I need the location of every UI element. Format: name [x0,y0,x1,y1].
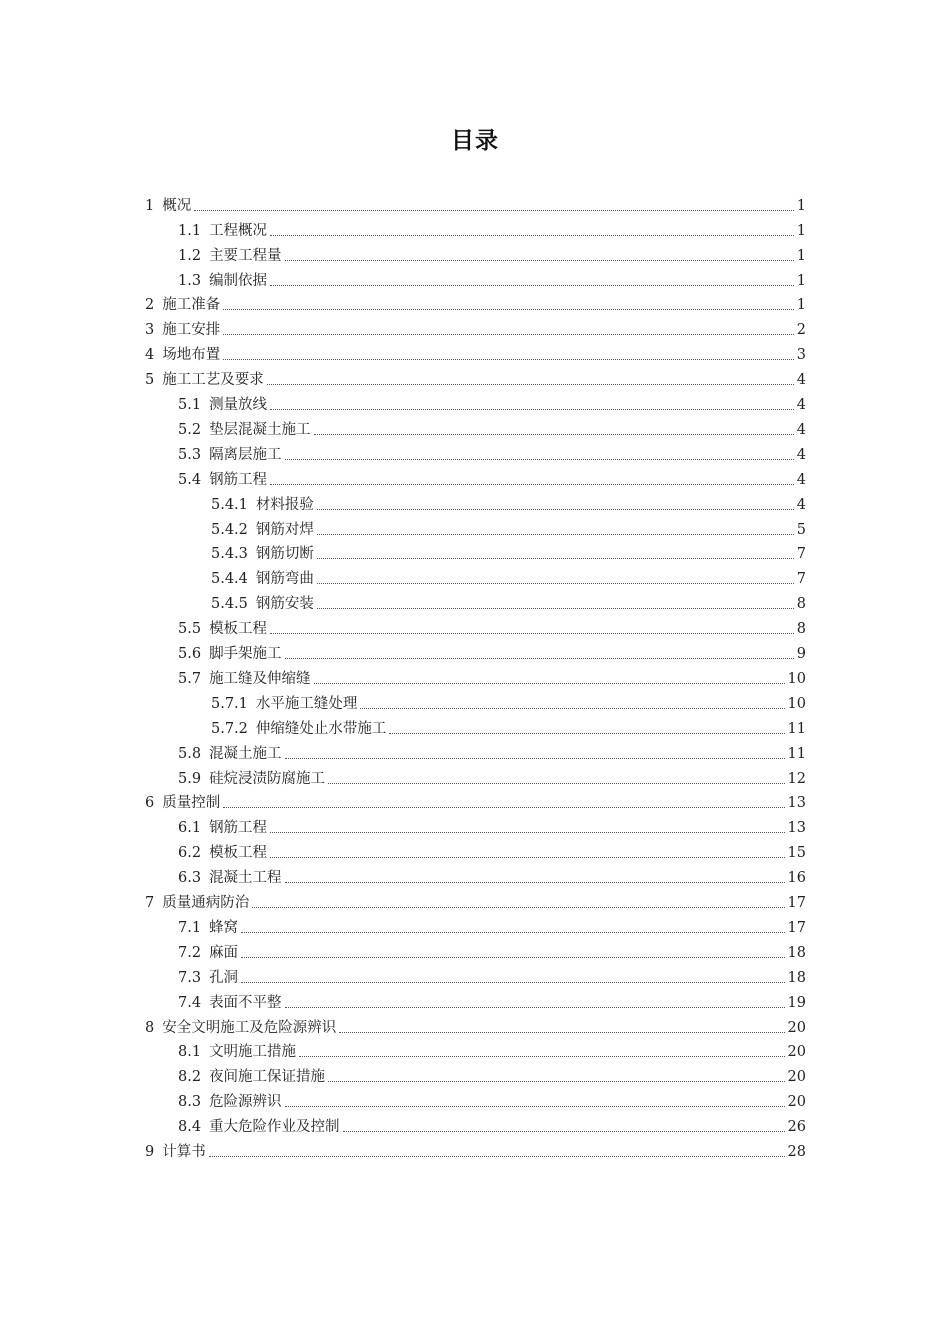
toc-entry-number: 2 [145,297,155,314]
toc-entry-page-number: 10 [787,670,806,687]
toc-entry-page-number: 4 [796,496,806,513]
toc-entry-number: 8.1 [178,1044,202,1061]
toc-entry-number: 1 [145,197,155,214]
toc-entry-number: 4 [145,347,155,364]
dot-leader [223,334,794,335]
toc-entry-number: 5.7 [178,670,202,687]
toc-entry-label: 施工缝及伸缩缝 [209,670,311,687]
toc-entry-label: 隔离层施工 [209,446,282,463]
toc-entry-label: 编制依据 [209,272,268,289]
dot-leader [270,409,794,410]
toc-entry-page-number: 20 [787,1019,806,1036]
dot-leader [314,683,785,684]
dot-leader [241,932,784,933]
toc-entry-number: 5.6 [178,646,202,663]
toc-entry-page-number: 17 [787,919,806,936]
toc-entry-number: 1.3 [178,272,202,289]
toc-entry-label: 伸缩缝处止水带施工 [255,720,387,737]
toc-entry-number: 3 [145,322,155,339]
toc-entry-number: 7.2 [178,944,202,961]
toc-entry-label: 钢筋安装 [255,596,314,613]
toc-entry-number: 5.9 [178,770,202,787]
toc-entry-page-number: 11 [787,720,806,737]
toc-entry-number: 5.3 [178,446,202,463]
toc-entry-number: 5.4.2 [211,521,248,538]
toc-entry-label: 垫层混凝土施工 [209,421,311,438]
toc-entry-label: 材料报验 [255,496,314,513]
toc-entry[interactable] [178,613,806,638]
toc-entry-label: 钢筋切断 [255,546,314,563]
toc-entry[interactable] [145,190,806,215]
toc-entry[interactable] [211,588,806,613]
toc-entry-label: 混凝土施工 [209,745,282,762]
toc-entry[interactable] [178,763,806,788]
toc-entry-number: 5.5 [178,621,202,638]
toc-entry-number: 5.4.4 [211,571,248,588]
dot-leader [270,235,794,236]
toc-entry-page-number: 26 [787,1119,806,1136]
dot-leader [270,857,784,858]
toc-entry-number: 5.4.3 [211,546,248,563]
toc-entry-number: 5 [145,372,155,389]
toc-entry-label: 计算书 [162,1144,206,1161]
toc-entry-label: 钢筋弯曲 [255,571,314,588]
dot-leader [285,658,794,659]
toc-entry-label: 水平施工缝处理 [255,695,358,712]
toc-entry-number: 1.2 [178,247,202,264]
toc-entry-number: 6.3 [178,870,202,887]
toc-entry[interactable] [211,539,806,564]
toc-entry-number: 8.3 [178,1094,202,1111]
toc-entry-page-number: 20 [787,1044,806,1061]
dot-leader [328,1081,784,1082]
dot-leader [285,260,794,261]
dot-leader [223,359,794,360]
dot-leader [317,583,794,584]
toc-entry-number: 6 [145,795,155,812]
toc-entry-label: 钢筋工程 [209,471,268,488]
toc-entry[interactable] [145,1136,806,1161]
toc-entry-page-number: 12 [787,770,806,787]
dot-leader [285,1106,785,1107]
toc-entry-label: 安全文明施工及危险源辨识 [162,1019,337,1036]
toc-entry-number: 7.4 [178,994,202,1011]
dot-leader [267,384,794,385]
toc-entry-page-number: 4 [796,397,806,414]
toc-entry[interactable] [145,290,806,315]
toc-entry[interactable] [211,489,806,514]
toc-entry-number: 5.4.1 [211,496,248,513]
toc-entry-label: 测量放线 [209,397,268,414]
toc-entry-label: 混凝土工程 [209,870,282,887]
toc-entry[interactable] [178,265,806,290]
toc-entry-page-number: 13 [787,795,806,812]
toc-entry[interactable] [145,364,806,389]
toc-entry-number: 6.2 [178,845,202,862]
toc-entry-number: 5.4.5 [211,596,248,613]
toc-entry-label: 夜间施工保证措施 [209,1069,326,1086]
toc-entry-label: 重大危险作业及控制 [209,1119,340,1136]
toc-entry-page-number: 17 [787,895,806,912]
toc-entry[interactable] [178,215,806,240]
toc-entry-number: 5.7.1 [211,695,248,712]
toc-entry-label: 蜂窝 [209,919,239,936]
toc-entry-label: 质量控制 [162,795,221,812]
toc-entry-page-number: 18 [787,944,806,961]
toc-entry-label: 施工准备 [162,297,221,314]
toc-entry-page-number: 11 [787,745,806,762]
toc-entry-label: 钢筋工程 [209,820,268,837]
toc-entry[interactable] [178,813,806,838]
toc-entry[interactable] [178,1037,806,1062]
toc-entry[interactable] [178,663,806,688]
toc-entry[interactable] [178,962,806,987]
toc-entry-number: 8.4 [178,1119,202,1136]
toc-entry-label: 钢筋对焊 [255,521,314,538]
dot-leader [241,982,784,983]
toc-entry-label: 场地布置 [162,347,221,364]
toc-entry[interactable] [178,912,806,937]
toc-entry-number: 7 [145,895,155,912]
dot-leader [317,608,794,609]
toc-entry-page-number: 7 [796,546,806,563]
dot-leader [317,509,794,510]
dot-leader [252,907,784,908]
dot-leader [317,558,794,559]
dot-leader [270,633,794,634]
toc-entry[interactable] [145,339,806,364]
toc-entry-page-number: 10 [787,695,806,712]
toc-entry-page-number: 4 [796,421,806,438]
toc-entry-label: 脚手架施工 [209,646,282,663]
toc-entry-page-number: 5 [796,521,806,538]
toc-entry[interactable] [178,837,806,862]
toc-entry-number: 5.8 [178,745,202,762]
toc-entry-page-number: 1 [796,297,806,314]
dot-leader [299,1056,784,1057]
dot-leader [314,434,794,435]
toc-entry[interactable] [178,1062,806,1087]
toc-entry-number: 5.1 [178,397,202,414]
toc-entry-page-number: 18 [787,969,806,986]
toc-entry[interactable] [211,514,806,539]
dot-leader [241,957,784,958]
toc-entry-label: 模板工程 [209,621,268,638]
toc-entry-page-number: 2 [796,322,806,339]
toc-entry[interactable] [178,1086,806,1111]
toc-entry[interactable] [178,1111,806,1136]
toc-entry-label: 孔洞 [209,969,239,986]
dot-leader [285,882,785,883]
dot-leader [328,783,784,784]
toc-entry-number: 7.1 [178,919,202,936]
toc-entry-number: 5.2 [178,421,202,438]
toc-entry[interactable] [211,688,806,713]
toc-entry[interactable] [178,240,806,265]
dot-leader [343,1131,785,1132]
toc-entry-page-number: 1 [796,247,806,264]
toc-entry-label: 表面不平整 [209,994,282,1011]
toc-entry-label: 概况 [162,197,192,214]
toc-entry-label: 危险源辨识 [209,1094,282,1111]
toc-entry-page-number: 8 [796,621,806,638]
dot-leader [223,309,794,310]
toc-entry-label: 工程概况 [209,222,268,239]
dot-leader [270,832,784,833]
toc-entry[interactable] [178,987,806,1012]
toc-entry-page-number: 9 [796,646,806,663]
toc-entry-page-number: 15 [787,845,806,862]
toc-entry-page-number: 13 [787,820,806,837]
toc-entry-label: 麻面 [209,944,239,961]
toc-entry-page-number: 20 [787,1094,806,1111]
toc-entry-label: 文明施工措施 [209,1044,297,1061]
dot-leader [223,807,784,808]
toc-entry[interactable] [178,638,806,663]
toc-entry-page-number: 4 [796,372,806,389]
toc-entry-number: 9 [145,1144,155,1161]
toc-entry[interactable] [178,937,806,962]
dot-leader [317,534,794,535]
dot-leader [270,285,794,286]
toc-entry-number: 5.7.2 [211,720,248,737]
dot-leader [194,210,794,211]
dot-leader [209,1156,785,1157]
toc-entry-page-number: 16 [787,870,806,887]
toc-entry-number: 8 [145,1019,155,1036]
toc-entry-label: 硅烷浸渍防腐施工 [209,770,326,787]
toc-entry-page-number: 1 [796,272,806,289]
toc-entry[interactable] [178,464,806,489]
toc-entry[interactable] [178,738,806,763]
dot-leader [360,708,784,709]
toc-entry-page-number: 7 [796,571,806,588]
toc-entry-page-number: 4 [796,446,806,463]
toc-entry-page-number: 20 [787,1069,806,1086]
toc-entry-page-number: 19 [787,994,806,1011]
toc-entry-number: 1.1 [178,222,202,239]
toc-entry-number: 5.4 [178,471,202,488]
toc-entry-page-number: 28 [787,1144,806,1161]
toc-entry[interactable] [178,389,806,414]
dot-leader [285,1007,785,1008]
toc-entry-number: 7.3 [178,969,202,986]
toc-entry[interactable] [145,315,806,340]
toc-entry[interactable] [211,564,806,589]
page-title: 目录 [451,128,499,154]
toc-entry-label: 模板工程 [209,845,268,862]
toc-entry-page-number: 1 [796,222,806,239]
toc-entry[interactable] [178,414,806,439]
toc-entry-number: 8.2 [178,1069,202,1086]
toc-entry[interactable] [145,788,806,813]
toc-entry[interactable] [145,887,806,912]
toc-entry-label: 施工工艺及要求 [162,372,264,389]
toc-entry-page-number: 8 [796,596,806,613]
dot-leader [389,733,784,734]
toc-entry-number: 6.1 [178,820,202,837]
toc-entry[interactable] [178,862,806,887]
dot-leader [339,1032,784,1033]
toc-entry[interactable] [178,439,806,464]
toc-entry[interactable] [145,1012,806,1037]
toc-entry-label: 质量通病防治 [162,895,250,912]
toc-entry-page-number: 3 [796,347,806,364]
toc-entry-page-number: 4 [796,471,806,488]
dot-leader [270,484,794,485]
dot-leader [285,758,785,759]
dot-leader [285,459,794,460]
toc-entry-label: 施工安排 [162,322,221,339]
toc-entry[interactable] [211,713,806,738]
toc-entry-page-number: 1 [796,197,806,214]
toc-entry-label: 主要工程量 [209,247,282,264]
